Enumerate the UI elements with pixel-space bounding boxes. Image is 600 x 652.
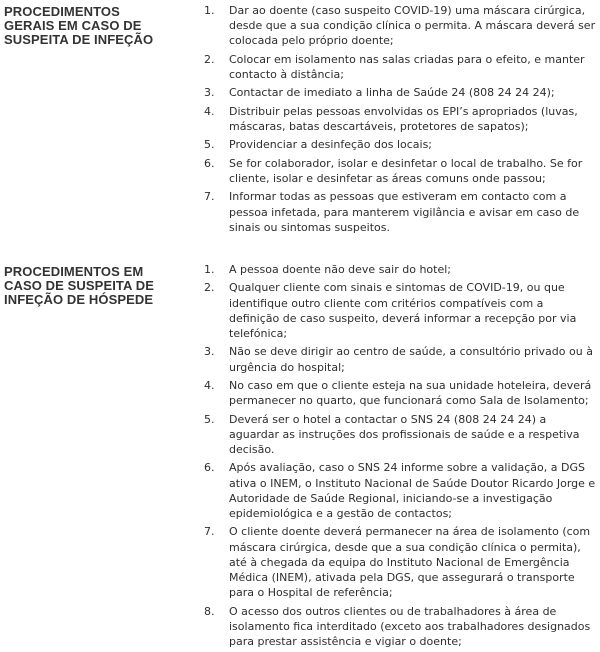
item-number: 1. bbox=[204, 263, 215, 276]
item-text: Dar ao doente (caso suspeito COVID-19) uma máscara cirúrgica, desde que a sua condição clínica o permita. A máscara deverá ser colocada pelo próprio doente; bbox=[229, 4, 596, 48]
item-text: Providenciar a desinfeção dos locais; bbox=[229, 138, 433, 152]
list-item bbox=[204, 156, 596, 186]
item-number: 5. bbox=[204, 138, 215, 152]
list-item bbox=[204, 524, 596, 600]
item-number: 4. bbox=[204, 104, 215, 118]
item-number: 2. bbox=[204, 281, 215, 295]
item-number: 5. bbox=[204, 412, 215, 426]
list-item bbox=[204, 137, 596, 152]
item-number: 6. bbox=[204, 156, 215, 170]
item-text: O cliente doente deverá permanecer na área de isolamento (com máscara cirúrgica, desde que a sua condição clínica o permita), até à chegada da equipa do Instituto Nacional de Emergência Médica (INEM), ativada pela DGS, que assegurará o transporte para o Hospital de referência; bbox=[229, 525, 591, 600]
list-item bbox=[204, 378, 596, 408]
item-text: O acesso dos outros clientes ou de trabalhadores à área de isolamento fica interditado (exceto aos trabalhadores designados para prestar assistência e vigiar o doente; bbox=[229, 604, 591, 648]
item-number: 1. bbox=[204, 4, 215, 17]
list-item bbox=[204, 344, 596, 374]
section-title: PROCEDIMENTOS GERAIS EM CASO DE SUSPEITA DE INFEÇÃO bbox=[4, 4, 154, 47]
item-number: 4. bbox=[204, 378, 215, 392]
list-item bbox=[204, 262, 596, 277]
item-number: 8. bbox=[204, 604, 215, 618]
list-item bbox=[204, 189, 596, 235]
item-number: 7. bbox=[204, 190, 215, 204]
item-text: Qualquer cliente com sinais e sintomas de COVID-19, ou que identifique outro cliente com critérios compatíveis com a definição de caso suspeito, deverá informar a recepção por via telefónica; bbox=[229, 281, 577, 340]
item-text: Informar todas as pessoas que estiveram em contacto com a pessoa infetada, para manterem vigilância e avisar em caso de sinais ou sintomas suspeitos. bbox=[229, 190, 580, 234]
item-text: A pessoa doente não deve sair do hotel; bbox=[229, 263, 451, 276]
list-item bbox=[204, 460, 596, 521]
item-number: 3. bbox=[204, 86, 215, 100]
item-text: Após avaliação, caso o SNS 24 informe sobre a validação, a DGS ativa o INEM, o Instituto Nacional de Saúde Doutor Ricardo Jorge e Autoridade de Saúde Regional, iniciando-se a investigação epidemiológica e a gestão de contactos; bbox=[229, 461, 596, 520]
list-item bbox=[204, 52, 596, 82]
item-number: 3. bbox=[204, 345, 215, 359]
item-number: 7. bbox=[204, 525, 215, 539]
list-item bbox=[204, 85, 596, 100]
item-number: 6. bbox=[204, 461, 215, 475]
list-item bbox=[204, 280, 596, 341]
item-text: Se for colaborador, isolar e desinfetar o local de trabalho. Se for cliente, isolar e desinfetar as áreas comuns onde passou; bbox=[229, 156, 583, 185]
procedure-list bbox=[204, 3, 596, 238]
item-number: 2. bbox=[204, 52, 215, 66]
section-title: PROCEDIMENTOS EM CASO DE SUSPEITA DE INFEÇÃO DE HÓSPEDE bbox=[4, 264, 154, 307]
procedure-list bbox=[204, 262, 596, 652]
list-item bbox=[204, 412, 596, 458]
list-item bbox=[204, 604, 596, 650]
item-text: Não se deve dirigir ao centro de saúde, a consultório privado ou à urgência do hospital; bbox=[229, 345, 593, 374]
item-text: No caso em que o cliente esteja na sua unidade hoteleira, deverá permanecer no quarto, que funcionará como Sala de Isolamento; bbox=[229, 378, 592, 408]
item-text: Contactar de imediato a linha de Saúde 24 (808 24 24 24); bbox=[229, 86, 555, 100]
item-text: Colocar em isolamento nas salas criadas para o efeito, e manter contacto à distância; bbox=[229, 52, 585, 81]
list-item bbox=[204, 3, 596, 49]
list-item bbox=[204, 104, 596, 134]
item-text: Distribuir pelas pessoas envolvidas os EPI’s apropriados (luvas, máscaras, batas descartáveis, protetores de sapatos); bbox=[229, 104, 578, 133]
item-text: Deverá ser o hotel a contactar o SNS 24 (808 24 24 24) a aguardar as instruções dos profissionais de saúde e a respetiva decisão. bbox=[229, 412, 580, 456]
